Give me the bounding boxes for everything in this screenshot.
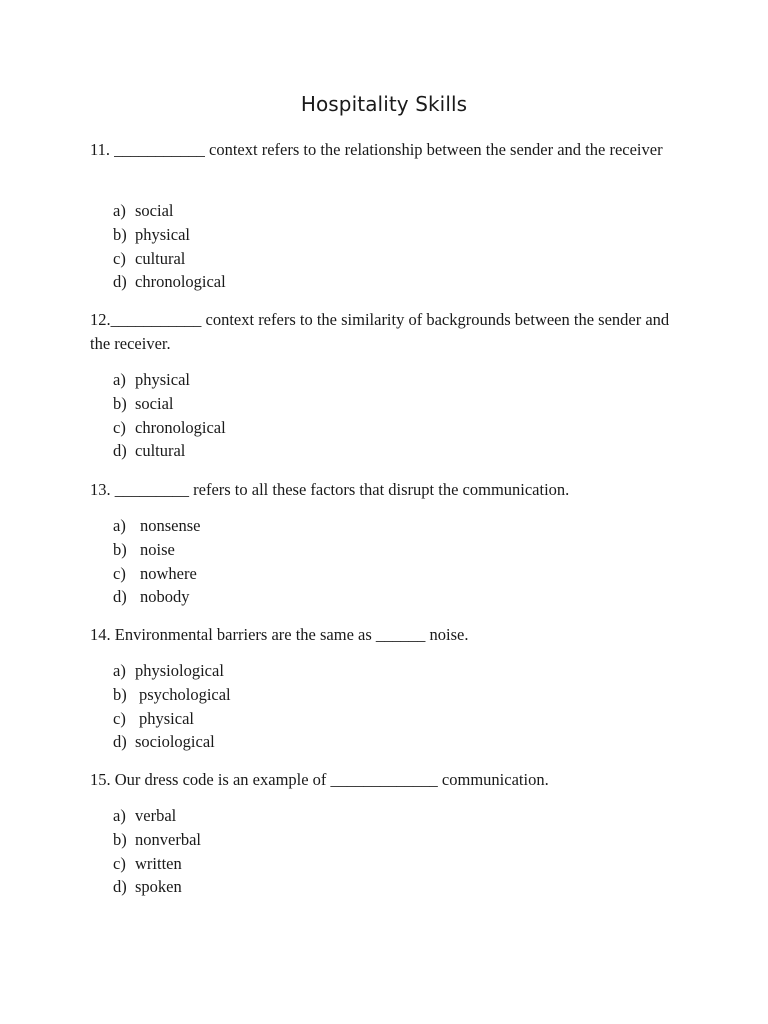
option-text: verbal	[135, 806, 177, 825]
option-item	[113, 368, 226, 392]
option-letter: b)	[113, 829, 127, 849]
option-text: physiological	[135, 661, 224, 680]
question-13-options	[113, 514, 201, 609]
question-14-options	[113, 659, 231, 754]
option-item	[113, 804, 201, 828]
option-item	[113, 223, 226, 247]
option-letter: a)	[113, 806, 126, 825]
option-letter: d)	[113, 272, 127, 292]
option-text: nonsense	[140, 516, 201, 535]
option-text: spoken	[135, 877, 182, 897]
question-11-options	[113, 199, 226, 294]
option-letter: d)	[113, 877, 127, 897]
option-item	[113, 730, 231, 754]
option-item	[113, 562, 201, 586]
option-text: cultural	[135, 441, 186, 461]
option-item	[113, 852, 201, 876]
option-text: written	[135, 853, 182, 873]
option-item	[113, 659, 231, 683]
option-text: physical	[135, 370, 190, 389]
option-item	[113, 392, 226, 416]
page-title: Hospitality Skills	[300, 92, 468, 116]
option-item	[113, 875, 201, 899]
option-letter: b)	[113, 393, 127, 413]
option-item	[113, 439, 226, 463]
option-letter: c)	[113, 853, 126, 873]
question-14-text: 14. Environmental barriers are the same as ______ noise.	[90, 625, 469, 644]
option-item	[113, 270, 226, 294]
option-letter: d)	[113, 441, 127, 461]
question-15-text: 15. Our dress code is an example of _____________ communication.	[90, 770, 549, 789]
option-item	[113, 538, 201, 562]
option-text: physical	[139, 708, 194, 728]
option-text: chronological	[135, 272, 226, 292]
option-letter: c)	[113, 248, 126, 268]
option-text: cultural	[135, 248, 186, 268]
question-13-text: 13. _________ refers to all these factors that disrupt the communication.	[90, 480, 570, 499]
option-item	[113, 199, 226, 223]
option-letter: d)	[113, 732, 127, 752]
option-item	[113, 585, 201, 609]
option-text: chronological	[135, 417, 226, 437]
question-12-options	[113, 368, 226, 463]
question-15-options	[113, 804, 201, 899]
option-item	[113, 416, 226, 440]
option-letter: d)	[113, 587, 127, 607]
option-text: nobody	[140, 587, 190, 607]
option-text: social	[135, 393, 174, 413]
option-letter: c)	[113, 708, 126, 728]
option-text: sociological	[135, 732, 215, 752]
option-letter: a)	[113, 661, 126, 680]
option-letter: c)	[113, 417, 126, 437]
option-item	[113, 514, 201, 538]
option-text: noise	[140, 539, 175, 559]
option-item	[113, 828, 201, 852]
option-letter: b)	[113, 684, 127, 704]
option-letter: b)	[113, 224, 127, 244]
question-11-text: 11. ___________ context refers to the relationship between the sender and the receiver	[90, 140, 663, 159]
option-letter: b)	[113, 539, 127, 559]
option-text: psychological	[139, 684, 231, 704]
option-text: social	[135, 201, 174, 220]
question-12-text: 12.___________ context refers to the similarity of backgrounds between the sender and the receiver.	[90, 310, 670, 353]
option-text: physical	[135, 224, 190, 244]
option-item	[113, 683, 231, 707]
option-text: nowhere	[140, 563, 197, 583]
option-letter: a)	[113, 370, 126, 389]
option-text: nonverbal	[135, 829, 201, 849]
option-item	[113, 247, 226, 271]
option-item	[113, 707, 231, 731]
option-letter: a)	[113, 201, 126, 220]
option-letter: c)	[113, 563, 126, 583]
option-letter: a)	[113, 516, 126, 535]
